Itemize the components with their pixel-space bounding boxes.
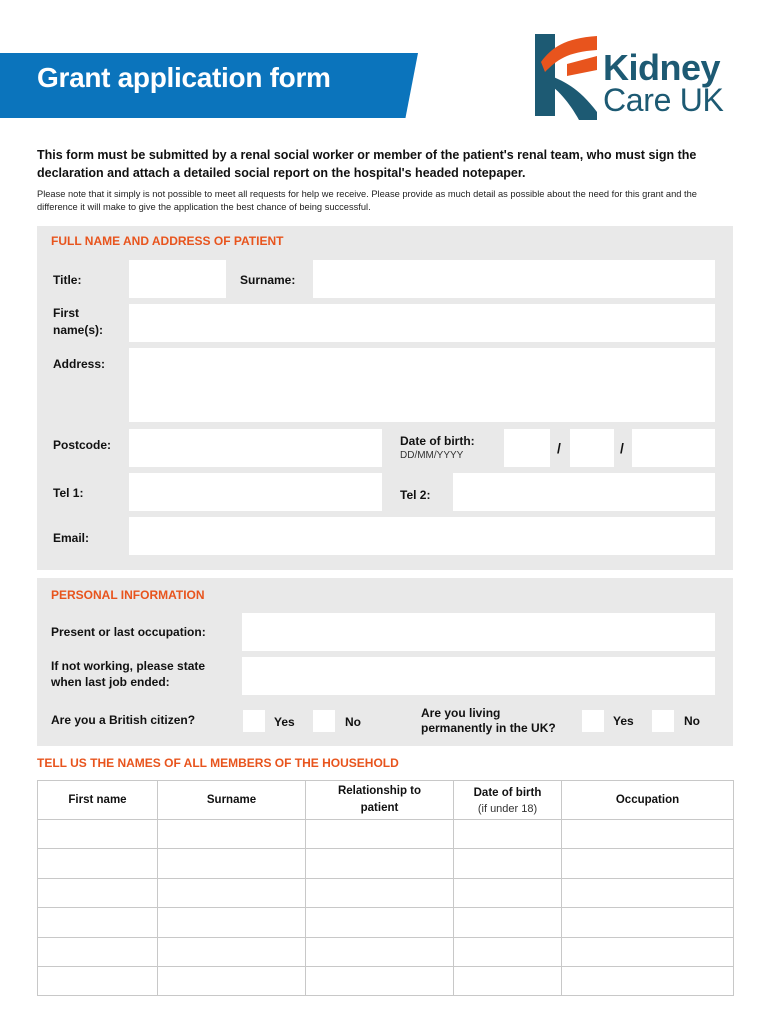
household-cell[interactable] (38, 849, 158, 878)
household-cell[interactable] (562, 820, 734, 849)
living-uk-no-checkbox[interactable] (652, 710, 674, 732)
col-relationship (306, 781, 454, 820)
first-names-field[interactable] (129, 304, 715, 342)
household-cell[interactable] (562, 908, 734, 937)
household-cell[interactable] (306, 820, 454, 849)
postcode-field[interactable] (129, 429, 382, 467)
household-cell[interactable] (306, 908, 454, 937)
intro-instructions: This form must be submitted by a renal social worker or member of the patient's renal team, who must sign the declaration and attach a detailed social report on the hospital's headed notepaper. (37, 148, 697, 180)
dob-day-field[interactable] (504, 429, 550, 467)
household-cell[interactable] (158, 820, 306, 849)
household-cell[interactable] (158, 966, 306, 995)
living-uk-no-label: No (684, 714, 700, 728)
household-cell[interactable] (306, 849, 454, 878)
job-ended-field[interactable] (242, 657, 715, 695)
first-name-label-line1: First (53, 306, 80, 320)
household-row (38, 820, 734, 849)
address-label: Address: (53, 357, 106, 371)
logo-line-care-uk: Care UK (603, 82, 724, 118)
household-row (38, 908, 734, 937)
dob-label: Date of birth: (400, 434, 475, 448)
col-dob-label: Date of birth (473, 786, 542, 799)
household-cell[interactable] (454, 878, 562, 907)
kidney-care-uk-logo-mark (527, 30, 599, 120)
col-relationship-label-2: patient (360, 802, 399, 814)
patient-section-title: FULL NAME AND ADDRESS OF PATIENT (51, 234, 284, 248)
household-cell[interactable] (158, 878, 306, 907)
household-row (38, 937, 734, 966)
col-relationship-label-1: Relationship to (337, 785, 422, 797)
british-yes-checkbox[interactable] (243, 710, 265, 732)
col-surname-label: Surname (206, 793, 257, 806)
postcode-label: Postcode: (53, 438, 112, 452)
email-label: Email: (53, 531, 90, 545)
household-cell[interactable] (38, 966, 158, 995)
household-cell[interactable] (158, 849, 306, 878)
occupation-label: Present or last occupation: (51, 625, 206, 639)
household-row (38, 966, 734, 995)
living-uk-label-line1: Are you living (421, 706, 501, 720)
living-uk-yes-checkbox[interactable] (582, 710, 604, 732)
household-cell[interactable] (562, 878, 734, 907)
dob-month-field[interactable] (570, 429, 614, 467)
household-cell[interactable] (454, 966, 562, 995)
col-occupation (562, 781, 734, 820)
household-cell[interactable] (306, 937, 454, 966)
british-yes-label: Yes (274, 715, 295, 729)
household-cell[interactable] (306, 878, 454, 907)
tel2-field[interactable] (453, 473, 715, 511)
living-uk-label-line2: permanently in the UK? (421, 721, 556, 735)
intro-note: Please note that it simply is not possible to meet all requests for help we receive. Please provide as much detail as possible about the need for this grant and the difference it will make to give the application the best chance of being successful. (37, 189, 697, 212)
not-working-label-line1: If not working, please state (51, 659, 206, 673)
first-name-label-line2: name(s): (53, 323, 104, 337)
household-cell[interactable] (562, 966, 734, 995)
kidney-care-uk-logo (603, 47, 724, 118)
household-cell[interactable] (38, 820, 158, 849)
not-working-label-line2: when last job ended: (51, 675, 170, 689)
household-cell[interactable] (158, 908, 306, 937)
british-no-checkbox[interactable] (313, 710, 335, 732)
title-label: Title: (53, 273, 82, 287)
col-dob-sub: (if under 18) (477, 802, 538, 815)
dob-separator-1: / (557, 440, 561, 456)
tel1-field[interactable] (129, 473, 382, 511)
title-field[interactable] (129, 260, 226, 298)
household-cell[interactable] (306, 966, 454, 995)
surname-label: Surname: (240, 273, 296, 287)
col-dob (454, 781, 562, 820)
dob-year-field[interactable] (632, 429, 715, 467)
page-title: Grant application form (37, 62, 331, 93)
household-cell[interactable] (454, 849, 562, 878)
household-cell[interactable] (454, 820, 562, 849)
dob-separator-2: / (620, 440, 624, 456)
household-row (38, 849, 734, 878)
dob-format-hint: DD/MM/YYYY (400, 450, 464, 461)
surname-field[interactable] (313, 260, 715, 298)
household-header-row (38, 781, 734, 820)
email-field[interactable] (129, 517, 715, 555)
personal-section-title: PERSONAL INFORMATION (51, 588, 205, 602)
col-occupation-label: Occupation (615, 793, 680, 806)
household-section-title: TELL US THE NAMES OF ALL MEMBERS OF THE HOUSEHOLD (37, 756, 399, 770)
logo-line-kidney: Kidney (603, 47, 721, 88)
household-cell[interactable] (38, 908, 158, 937)
household-cell[interactable] (38, 937, 158, 966)
living-uk-yes-label: Yes (613, 714, 634, 728)
household-cell[interactable] (562, 849, 734, 878)
british-citizen-label: Are you a British citizen? (51, 713, 196, 727)
household-table (37, 780, 734, 996)
british-no-label: No (345, 715, 361, 729)
occupation-field[interactable] (242, 613, 715, 651)
household-cell[interactable] (158, 937, 306, 966)
household-cell[interactable] (38, 878, 158, 907)
household-cell[interactable] (454, 937, 562, 966)
household-cell[interactable] (454, 908, 562, 937)
address-field[interactable] (129, 348, 715, 422)
tel1-label: Tel 1: (53, 486, 84, 500)
col-first-name-label: First name (68, 793, 127, 806)
household-row (38, 878, 734, 907)
col-first-name (38, 781, 158, 820)
tel2-label: Tel 2: (400, 488, 431, 502)
col-surname (158, 781, 306, 820)
household-cell[interactable] (562, 937, 734, 966)
